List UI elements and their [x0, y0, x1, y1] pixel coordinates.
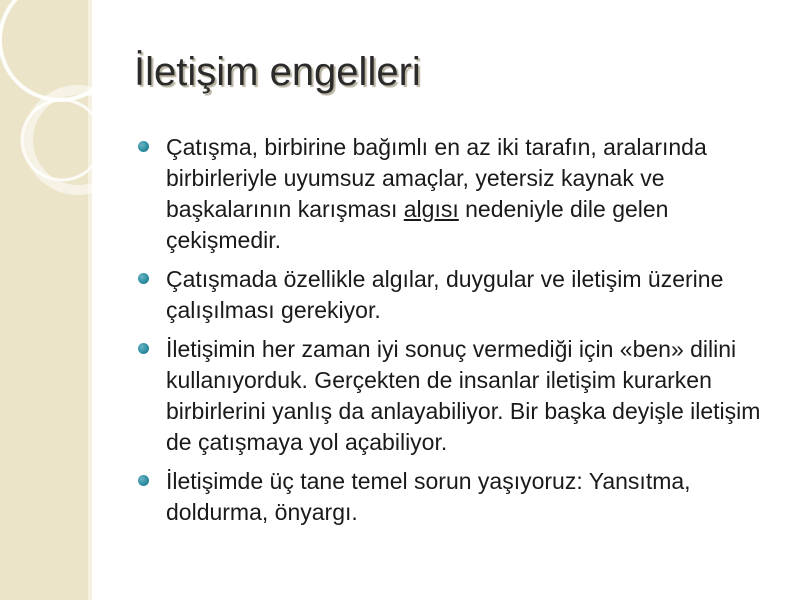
- decorative-circle-small: [22, 100, 102, 180]
- bullet-dot-icon: [138, 273, 149, 284]
- bullet-item: [134, 264, 784, 326]
- decorative-circle-large: [0, 0, 120, 100]
- bullet-dot-icon: [138, 141, 149, 152]
- bullet-item: [134, 466, 784, 528]
- bullet-dot-icon: [138, 343, 149, 354]
- bullet-dot-icon: [138, 475, 149, 486]
- bullet-text: İletişimin her zaman iyi sonuç vermediği için «ben» dilini kullanıyorduk. Gerçekten de insanlar iletişim kurarken birbirlerini yanlış da anlayabiliyor. Bir başka deyişle iletişim de çatışmaya yol açabiliyor.: [166, 336, 761, 455]
- decorative-circles: [0, 0, 140, 260]
- underlined-word: algısı: [403, 196, 459, 222]
- bullet-text-part: Çatışma, birbirine bağımlı en az iki tarafın, aralarında birbirleriyle uyumsuz amaçlar, yetersiz kaynak ve başkalarının karışması: [166, 134, 707, 222]
- bullet-item: [134, 132, 784, 256]
- bullet-list: [134, 132, 784, 536]
- bullet-text: Çatışmada özellikle algılar, duygular ve iletişim üzerine çalışılması gerekiyor.: [166, 266, 724, 323]
- bullet-text: İletişimde üç tane temel sorun yaşıyoruz: Yansıtma, doldurma, önyargı.: [166, 468, 691, 525]
- bullet-item: [134, 334, 784, 458]
- slide-title: İletişim engelleri: [134, 50, 421, 94]
- bullet-text-part: nedeniyle dile gelen çekişmedir.: [166, 196, 669, 253]
